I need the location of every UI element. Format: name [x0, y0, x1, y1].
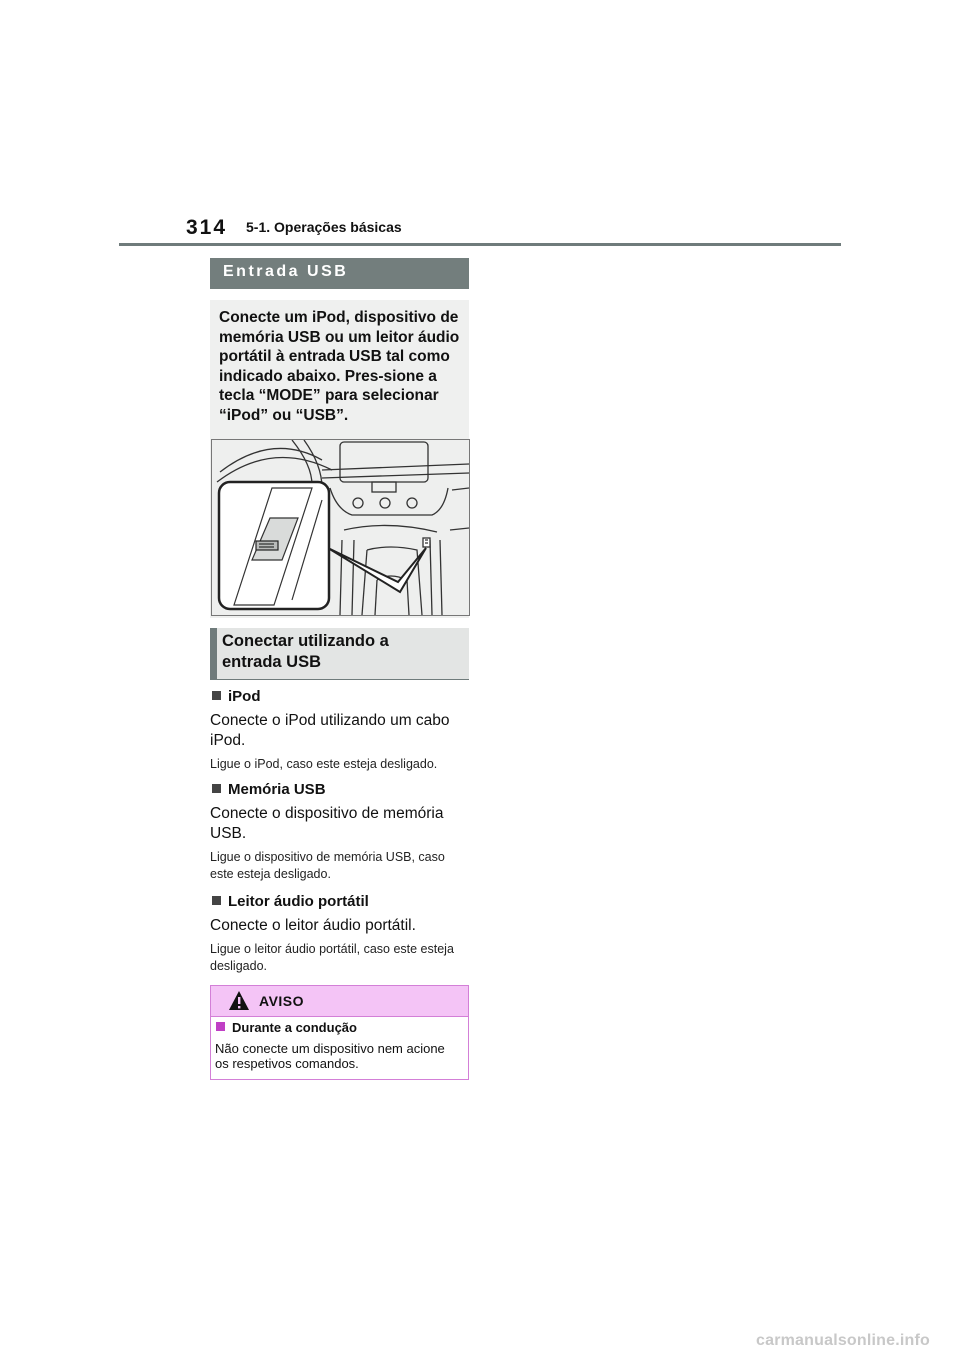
item-instruction: Conecte o dispositivo de memória USB.: [210, 805, 444, 842]
dashboard-drawing: [212, 440, 469, 615]
item-heading: Leitor áudio portátil: [228, 893, 369, 910]
step-heading-bar: [210, 628, 469, 680]
step-heading-line2: entrada USB: [222, 653, 322, 671]
warning-box: [210, 985, 469, 1080]
item-note: Ligue o iPod, caso este esteja desligado.: [210, 757, 438, 771]
warning-label: AVISO: [259, 993, 305, 1009]
bullet-square-icon: [212, 896, 221, 905]
bullet-square-icon: [212, 691, 221, 700]
warning-text: Não conecte um dispositivo nem acione os respetivos comandos.: [215, 1041, 445, 1071]
section-label: 5-1. Operações básicas: [246, 219, 402, 235]
section-title: Entrada USB: [223, 263, 349, 280]
item-note: Ligue o leitor áudio portátil, caso este esteja desligado.: [210, 942, 454, 973]
section-title-bar: [210, 258, 469, 289]
item-heading: iPod: [228, 688, 261, 705]
item-heading: Memória USB: [228, 781, 326, 798]
intro-text: Conecte um iPod, dispositivo de memória USB ou um leitor áudio portátil à entrada USB tal como indicado abaixo. Pres-sione a tecla “MODE” para selecionar “iPod” ou “USB”.: [219, 309, 460, 424]
warning-bullet-icon: [216, 1022, 225, 1031]
watermark: carmanualsonline.info: [756, 1332, 931, 1349]
step-heading-line1: Conectar utilizando a: [222, 632, 389, 650]
usb-location-illustration: [211, 439, 470, 616]
header-rule: [119, 243, 841, 246]
item-note: Ligue o dispositivo de memória USB, caso este esteja desligado.: [210, 850, 445, 881]
page-number: 314: [186, 216, 228, 239]
warning-header: [211, 986, 468, 1017]
bullet-square-icon: [212, 784, 221, 793]
item-portable-player: [210, 892, 480, 975]
item-instruction: Conecte o iPod utilizando um cabo iPod.: [210, 712, 450, 749]
warning-triangle-icon: [228, 990, 250, 1011]
warning-subheading: Durante a condução: [232, 1020, 357, 1035]
item-instruction: Conecte o leitor áudio portátil.: [210, 917, 416, 934]
item-usb-memory: [210, 780, 480, 883]
item-ipod: [210, 687, 480, 773]
